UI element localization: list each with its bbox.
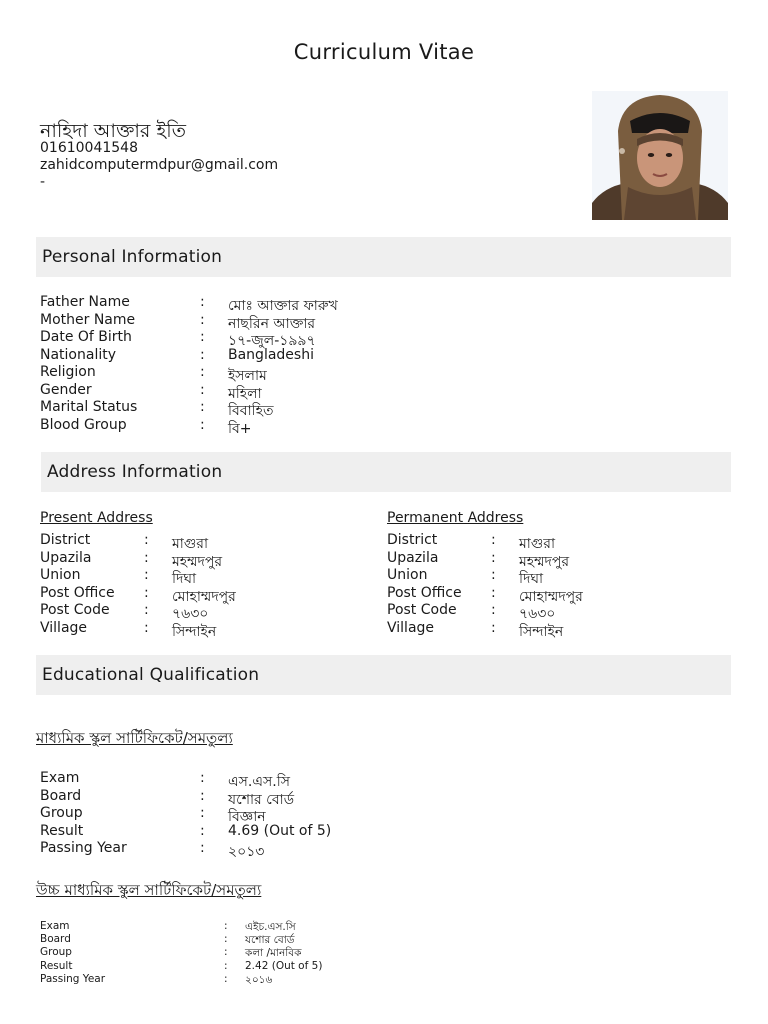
field-label: Father Name bbox=[40, 294, 130, 310]
candidate-name: নাহিদা আক্তার ইতি bbox=[40, 120, 186, 142]
field-value: ৭৬৩০ bbox=[519, 606, 556, 623]
field-separator: : bbox=[224, 946, 228, 959]
email-address: zahidcomputermdpur@gmail.com bbox=[40, 157, 279, 173]
field-label: Union bbox=[40, 567, 81, 584]
field-value: সিন্দাইন bbox=[519, 624, 564, 640]
education-title: Educational Qualification bbox=[42, 665, 260, 685]
field-label: Group bbox=[40, 805, 83, 822]
field-value: নাছরিন আক্তার bbox=[228, 315, 316, 332]
phone-number: 01610041548 bbox=[40, 140, 138, 156]
field-value: মহম্মদপুর bbox=[519, 553, 570, 570]
field-label: Village bbox=[387, 620, 435, 636]
field-separator: : bbox=[200, 364, 205, 380]
field-label: Religion bbox=[40, 364, 96, 380]
field-value: 2.42 (Out of 5) bbox=[245, 959, 323, 972]
field-label: Post Code bbox=[40, 602, 110, 619]
field-separator: : bbox=[491, 584, 496, 601]
field-label: Mother Name bbox=[40, 311, 136, 328]
field-separator: : bbox=[200, 399, 205, 415]
field-label: Post Code bbox=[387, 602, 457, 619]
field-label: Exam bbox=[40, 770, 80, 786]
field-value: ১৭-জুল-১৯৯৭ bbox=[228, 333, 316, 349]
field-separator: : bbox=[200, 294, 205, 310]
address-info-header bbox=[41, 452, 731, 492]
education-header bbox=[36, 655, 731, 695]
field-value: বিবাহিত bbox=[228, 403, 274, 419]
field-value: বিজ্ঞান bbox=[228, 809, 266, 826]
field-separator: : bbox=[224, 920, 228, 932]
field-label: Date Of Birth bbox=[40, 329, 132, 345]
field-value: বি+ bbox=[228, 420, 252, 437]
field-separator: : bbox=[144, 567, 149, 584]
field-separator: : bbox=[491, 602, 496, 619]
field-separator: : bbox=[200, 840, 205, 857]
field-separator: : bbox=[144, 602, 149, 619]
field-value: মহিলা bbox=[228, 385, 262, 402]
field-separator: : bbox=[144, 620, 149, 636]
field-label: Post Office bbox=[40, 584, 115, 601]
field-value: Bangladeshi bbox=[228, 346, 314, 363]
field-label: Result bbox=[40, 822, 84, 839]
field-value: ২০১৬ bbox=[245, 973, 273, 986]
field-separator: : bbox=[491, 567, 496, 584]
field-value: মহম্মদপুর bbox=[172, 553, 223, 570]
permanent-address-title: Permanent Address bbox=[387, 510, 524, 526]
field-label: Post Office bbox=[387, 584, 462, 601]
field-label: Group bbox=[40, 946, 72, 959]
field-separator: : bbox=[224, 959, 228, 972]
field-separator: : bbox=[200, 329, 205, 345]
field-separator: : bbox=[200, 311, 205, 328]
page-title: Curriculum Vitae bbox=[293, 40, 475, 64]
field-separator: : bbox=[200, 770, 205, 786]
field-value: মাগুরা bbox=[519, 536, 556, 552]
field-value: মোঃ আক্তার ফারুখ bbox=[228, 298, 338, 314]
field-label: Village bbox=[40, 620, 88, 636]
field-separator: : bbox=[200, 822, 205, 839]
field-separator: : bbox=[491, 532, 496, 548]
field-separator: : bbox=[144, 532, 149, 548]
field-value: যশোর বোর্ড bbox=[228, 791, 295, 808]
field-separator: : bbox=[200, 416, 205, 433]
field-label: Passing Year bbox=[40, 972, 106, 985]
personal-info-title: Personal Information bbox=[42, 247, 223, 267]
profile-photo bbox=[592, 91, 728, 220]
field-value: দিঘা bbox=[172, 571, 197, 588]
field-label: Board bbox=[40, 787, 82, 804]
field-label: Result bbox=[40, 959, 73, 972]
field-value: যশোর বোর্ড bbox=[245, 934, 295, 947]
field-label: Gender bbox=[40, 381, 92, 398]
field-value: মাগুরা bbox=[172, 536, 209, 552]
field-label: District bbox=[40, 532, 91, 548]
field-separator: : bbox=[200, 346, 205, 363]
field-separator: : bbox=[200, 381, 205, 398]
field-separator: : bbox=[224, 972, 228, 985]
field-separator: : bbox=[144, 549, 149, 566]
hsc-title: উচ্চ মাধ্যমিক স্কুল সার্টিফিকেট/সমতুল্য bbox=[36, 881, 262, 899]
field-value: ৭৬৩০ bbox=[172, 606, 209, 623]
field-label: Marital Status bbox=[40, 399, 138, 415]
field-label: Union bbox=[387, 567, 428, 584]
present-address-title: Present Address bbox=[40, 510, 153, 526]
field-value: এস.এস.সি bbox=[228, 774, 290, 790]
field-separator: : bbox=[491, 549, 496, 566]
field-separator: : bbox=[200, 787, 205, 804]
field-label: Upazila bbox=[387, 549, 439, 566]
field-label: District bbox=[387, 532, 438, 548]
field-value: কলা /মানবিক bbox=[245, 947, 302, 960]
address-info-title: Address Information bbox=[47, 462, 223, 482]
personal-info-header bbox=[36, 237, 731, 277]
field-separator: : bbox=[200, 805, 205, 822]
field-value: দিঘা bbox=[519, 571, 544, 588]
field-separator: : bbox=[224, 933, 228, 946]
field-value: ইসলাম bbox=[228, 368, 267, 384]
field-separator: : bbox=[144, 584, 149, 601]
field-value: এইচ.এস.সি bbox=[245, 921, 296, 933]
field-label: Exam bbox=[40, 920, 70, 932]
ssc-title: মাধ্যমিক স্কুল সার্টিফিকেট/সমতুল্য bbox=[36, 729, 233, 747]
field-label: Passing Year bbox=[40, 840, 127, 857]
field-label: Blood Group bbox=[40, 416, 127, 433]
field-value: 4.69 (Out of 5) bbox=[228, 822, 332, 839]
field-label: Upazila bbox=[40, 549, 92, 566]
extra-contact-line: - bbox=[40, 174, 46, 190]
field-label: Nationality bbox=[40, 346, 117, 363]
field-value: মোহাম্মদপুর bbox=[519, 588, 583, 605]
field-label: Board bbox=[40, 933, 71, 946]
field-value: মোহাম্মদপুর bbox=[172, 588, 236, 605]
field-separator: : bbox=[491, 620, 496, 636]
field-value: সিন্দাইন bbox=[172, 624, 217, 640]
field-value: ২০১৩ bbox=[228, 844, 265, 861]
